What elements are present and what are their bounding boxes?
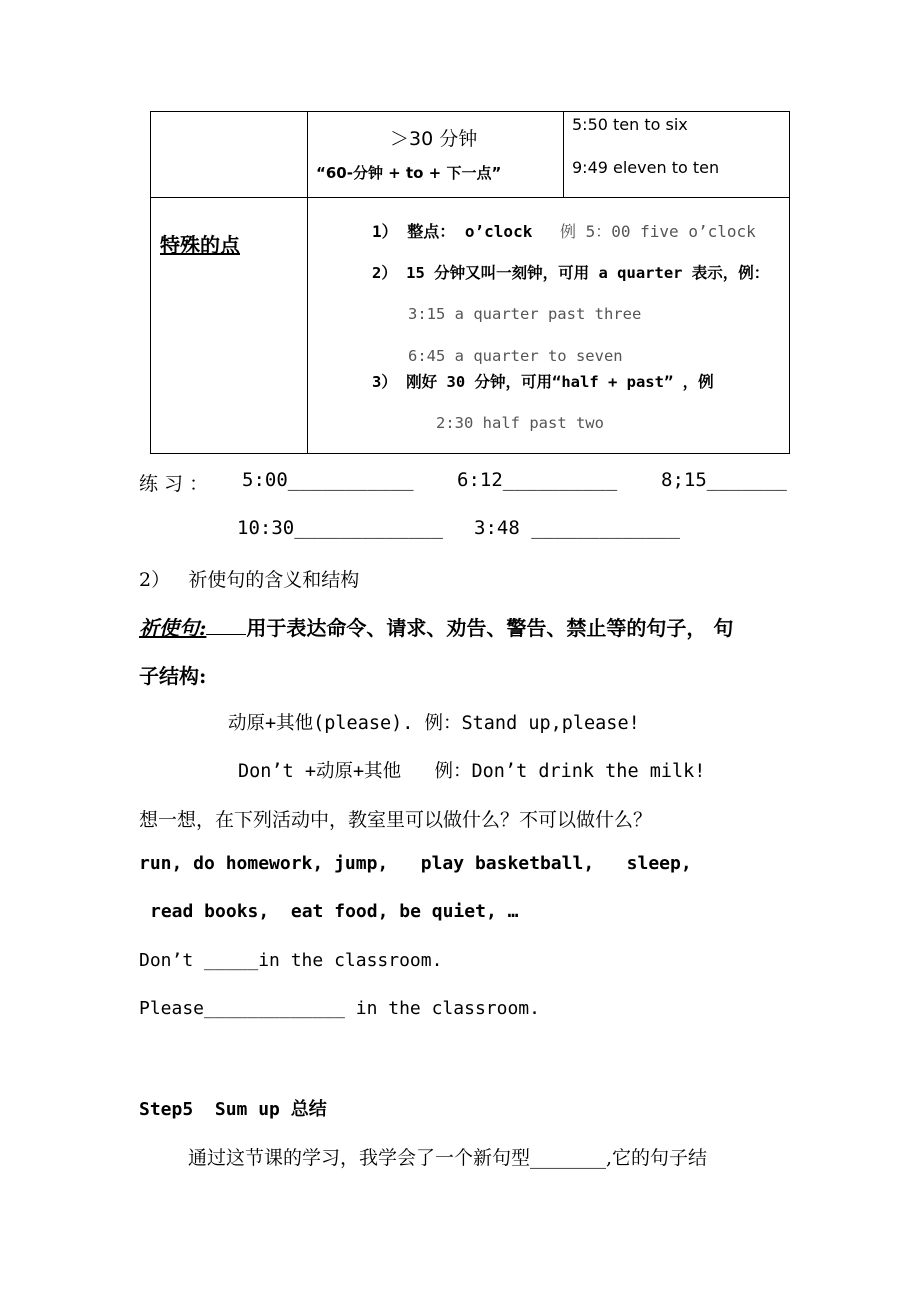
underline-blank xyxy=(206,616,246,635)
imperative-definition-text: 用于表达命令、请求、劝告、警告、禁止等的句子， 句 xyxy=(246,616,734,640)
half-past-example: 2:30 half past two xyxy=(436,414,604,432)
imperative-definition-cont: 子结构: xyxy=(139,664,207,688)
oclock-example: 例 5：00 five o’clock xyxy=(559,222,756,241)
think-question: 想一想，在下列活动中，教室里可以做什么？不可以做什么？ xyxy=(139,809,653,831)
example-eleven-to-ten: 9:49 eleven to ten xyxy=(572,158,720,177)
fill-dont: Don’t _____in the classroom. xyxy=(139,950,443,971)
half-past-rule: 3） 刚好 30 分钟，可用“half + past” ，例 xyxy=(372,373,714,391)
oclock-rule-head: 1） 整点： o’clock xyxy=(372,222,533,241)
activities-line-2: read books, eat food, be quiet, … xyxy=(150,901,519,922)
example-ten-to-six: 5:50 ten to six xyxy=(572,115,688,134)
practice-item: 10:30_____________ xyxy=(237,517,443,539)
quarter-rule: 2） 15 分钟又叫一刻钟，可用 a quarter 表示，例： xyxy=(372,264,770,282)
imperative-definition xyxy=(139,612,733,641)
oclock-rule xyxy=(372,219,756,242)
practice-item: 8;15_______ xyxy=(661,469,787,491)
activities-line-1: run, do homework, jump, play basketball, sleep, xyxy=(139,853,692,874)
practice-item: 6:12__________ xyxy=(457,469,618,491)
rule-title: ＞30 分钟 xyxy=(390,128,478,150)
imperative-term: 祈使句: xyxy=(139,616,207,640)
practice-item: 3:48 _____________ xyxy=(474,517,680,539)
practice-label: 练 习 ： xyxy=(139,473,209,495)
quarter-to-example: 6:45 a quarter to seven xyxy=(408,347,623,365)
structure-positive: 动原+其他(please). 例：Stand up,please! xyxy=(228,713,640,734)
fill-please: Please_____________ in the classroom. xyxy=(139,998,540,1019)
quarter-past-example: 3:15 a quarter past three xyxy=(408,305,642,323)
step5-summary: 通过这节课的学习，我学会了一个新句型________,它的句子结 xyxy=(188,1147,708,1169)
structure-negative: Don’t +动原+其他 例：Don’t drink the milk! xyxy=(238,761,706,782)
rule-formula: “60-分钟 + to + 下一点” xyxy=(316,164,502,182)
special-times-label: 特殊的点 xyxy=(160,233,240,257)
step5-heading: Step5 Sum up 总结 xyxy=(139,1099,327,1120)
section-heading: 2） 祈使句的含义和结构 xyxy=(139,569,360,591)
practice-item: 5:00___________ xyxy=(242,469,414,491)
